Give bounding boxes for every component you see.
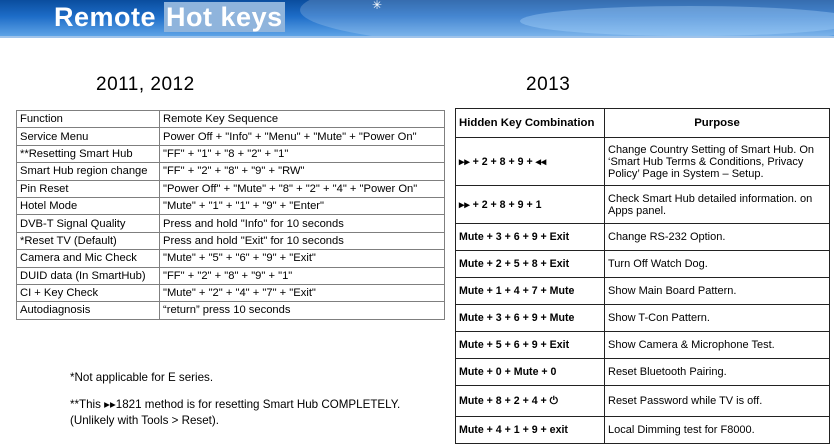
table-row: [17, 250, 445, 267]
function-cell: CI + Key Check: [17, 284, 160, 301]
footnote-tools-reset: (Unlikely with Tools > Reset).: [70, 414, 219, 427]
sparkle-icon: ✳: [372, 0, 383, 12]
footnote-smarthub-reset: **This ▸▸1821 method is for resetting Smart Hub COMPLETELY.: [70, 398, 401, 411]
hotkeys-table-2013: [455, 108, 830, 444]
table-row: [456, 186, 830, 224]
table-row: [17, 302, 445, 319]
table-row: [456, 359, 830, 386]
title-part-2-highlighted: Hot keys: [166, 2, 283, 32]
table-row: [17, 145, 445, 162]
key-combination-cell: ▸▸ + 2 + 8 + 9 + 1: [456, 186, 605, 224]
footnote-e-series: *Not applicable for E series.: [70, 371, 214, 384]
key-sequence-cell: “return” press 10 seconds: [160, 302, 445, 319]
function-cell: Smart Hub region change: [17, 163, 160, 180]
purpose-cell: Local Dimming test for F8000.: [605, 417, 830, 444]
key-sequence-cell: "Power Off" + "Mute" + "8" + "2" + "4" + "Power On": [160, 180, 445, 197]
purpose-cell: Reset Bluetooth Pairing.: [605, 359, 830, 386]
table-row: [456, 417, 830, 444]
key-combination-cell: Mute + 8 + 2 + 4 + ⏻: [456, 386, 605, 417]
purpose-cell: Check Smart Hub detailed information. on Apps panel.: [605, 186, 830, 224]
hotkeys-table-2011-2012: [16, 110, 445, 320]
key-combination-cell: Mute + 0 + Mute + 0: [456, 359, 605, 386]
key-combination-cell: Mute + 4 + 1 + 9 + exit: [456, 417, 605, 444]
key-sequence-cell: Press and hold "Exit" for 10 seconds: [160, 232, 445, 249]
table-row: [456, 386, 830, 417]
table-row: [456, 138, 830, 186]
banner-divider: [0, 36, 834, 38]
key-sequence-cell: "Mute" + "1" + "1" + "9" + "Enter": [160, 197, 445, 214]
key-sequence-cell: "FF" + "2" + "8" + "9" + "RW": [160, 163, 445, 180]
function-cell: DUID data (In SmartHub): [17, 267, 160, 284]
function-cell: **Resetting Smart Hub: [17, 145, 160, 162]
function-cell: Service Menu: [17, 128, 160, 145]
purpose-cell: Show T-Con Pattern.: [605, 305, 830, 332]
table-row: [17, 197, 445, 214]
table-row: [456, 305, 830, 332]
function-cell: DVB-T Signal Quality: [17, 215, 160, 232]
table-row: [17, 215, 445, 232]
key-combination-cell: Mute + 1 + 4 + 7 + Mute: [456, 278, 605, 305]
key-sequence-cell: Press and hold "Info" for 10 seconds: [160, 215, 445, 232]
purpose-cell: Reset Password while TV is off.: [605, 386, 830, 417]
key-combination-cell: Mute + 2 + 5 + 8 + Exit: [456, 251, 605, 278]
column-header-function: Function: [17, 111, 160, 128]
table-header-row: [17, 111, 445, 128]
table-row: [456, 251, 830, 278]
key-combination-cell: Mute + 5 + 6 + 9 + Exit: [456, 332, 605, 359]
table-row: [17, 267, 445, 284]
table-row: [17, 284, 445, 301]
key-sequence-cell: "FF" + "1" + "8 + "2" + "1": [160, 145, 445, 162]
key-sequence-cell: "Mute" + "2" + "4" + "7" + "Exit": [160, 284, 445, 301]
table-row: [17, 163, 445, 180]
table-header-row: [456, 109, 830, 138]
table-row: [456, 278, 830, 305]
table-row: [17, 232, 445, 249]
purpose-cell: Change Country Setting of Smart Hub. On ‘Smart Hub Terms & Conditions, Privacy Policy’ Page in System – Setup.: [605, 138, 830, 186]
function-cell: Camera and Mic Check: [17, 250, 160, 267]
table-row: [456, 224, 830, 251]
table-row: [456, 332, 830, 359]
key-combination-cell: Mute + 3 + 6 + 9 + Exit: [456, 224, 605, 251]
key-combination-cell: Mute + 3 + 6 + 9 + Mute: [456, 305, 605, 332]
purpose-cell: Turn Off Watch Dog.: [605, 251, 830, 278]
year-label-2013: 2013: [526, 74, 571, 95]
function-cell: Pin Reset: [17, 180, 160, 197]
key-combination-cell: ▸▸ + 2 + 8 + 9 + ◂◂: [456, 138, 605, 186]
key-sequence-cell: "FF" + "2" + "8" + "9" + "1": [160, 267, 445, 284]
title-part-1: Remote: [54, 2, 157, 32]
key-sequence-cell: Power Off + "Info" + "Menu" + "Mute" + "Power On": [160, 128, 445, 145]
year-label-2011-2012: 2011, 2012: [96, 74, 195, 95]
function-cell: *Reset TV (Default): [17, 232, 160, 249]
page-title: [54, 2, 285, 33]
column-header-purpose: Purpose: [605, 109, 830, 138]
function-cell: Autodiagnosis: [17, 302, 160, 319]
table-row: [17, 180, 445, 197]
purpose-cell: Change RS-232 Option.: [605, 224, 830, 251]
column-header-key-sequence: Remote Key Sequence: [160, 111, 445, 128]
purpose-cell: Show Camera & Microphone Test.: [605, 332, 830, 359]
key-sequence-cell: "Mute" + "5" + "6" + "9" + "Exit": [160, 250, 445, 267]
purpose-cell: Show Main Board Pattern.: [605, 278, 830, 305]
header-banner: [0, 0, 834, 36]
column-header-hidden-key: Hidden Key Combination: [456, 109, 605, 138]
table-row: [17, 128, 445, 145]
function-cell: Hotel Mode: [17, 197, 160, 214]
